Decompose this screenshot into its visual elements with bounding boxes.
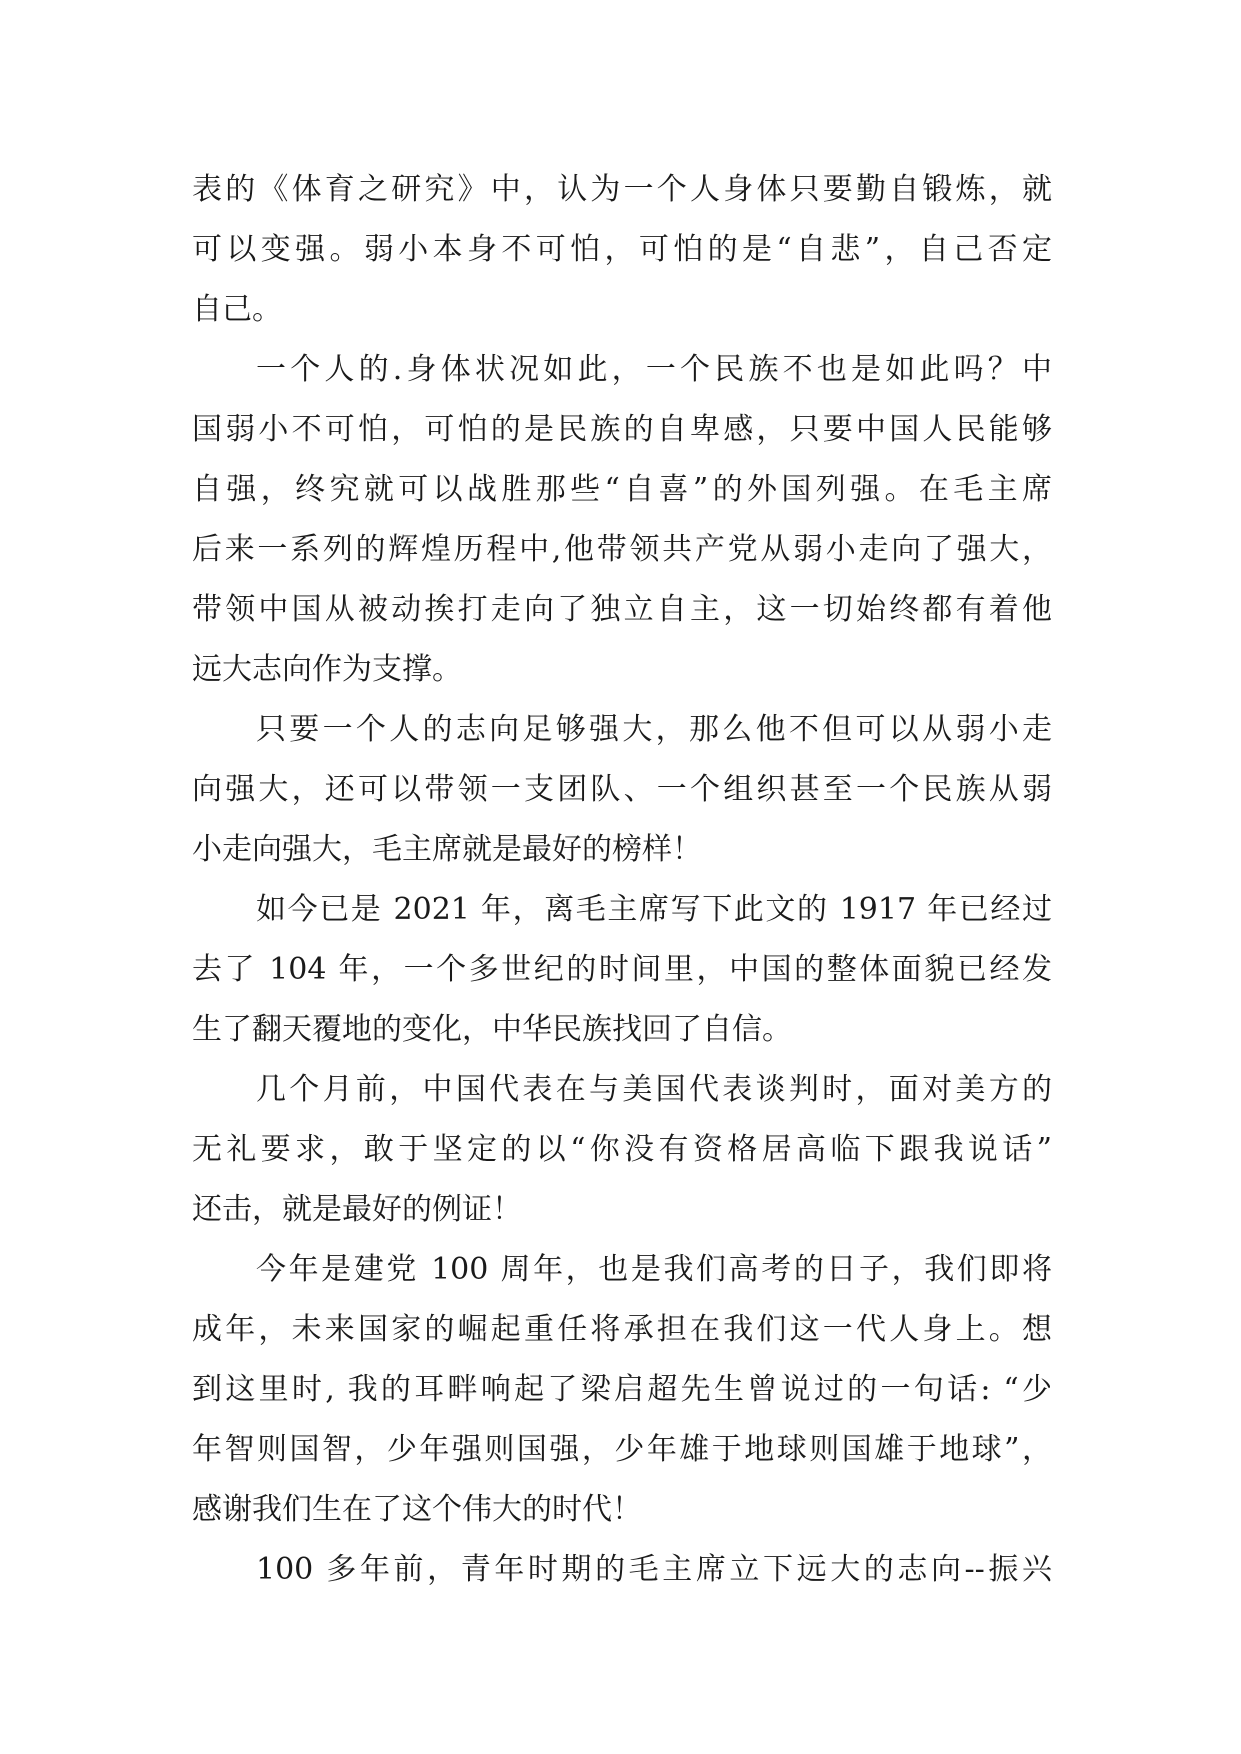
text-line: 100 多年前，青年时期的毛主席立下远大的志向--振兴 xyxy=(256,1552,1052,1587)
text-line: 可以变强。弱小本身不可怕，可怕的是“自悲”，自己否定 xyxy=(192,232,1052,267)
paragraph xyxy=(192,160,1052,340)
text-line: 今年是建党 100 周年，也是我们高考的日子，我们即将 xyxy=(256,1252,1052,1287)
text-line: 无礼要求，敢于坚定的以“你没有资格居高临下跟我说话” xyxy=(192,1132,1052,1167)
text-line: 自己。 xyxy=(192,292,282,327)
text-line: 一个人的.身体状况如此，一个民族不也是如此吗？中 xyxy=(256,352,1052,387)
text-line: 生了翻天覆地的变化，中华民族找回了自信。 xyxy=(192,1012,792,1047)
paragraph xyxy=(192,1240,1052,1540)
text-line: 带领中国从被动挨打走向了独立自主，这一切始终都有着他 xyxy=(192,592,1052,627)
text-line: 向强大，还可以带领一支团队、一个组织甚至一个民族从弱 xyxy=(192,772,1052,807)
text-line: 远大志向作为支撑。 xyxy=(192,652,462,687)
text-line: 去了 104 年，一个多世纪的时间里，中国的整体面貌已经发 xyxy=(192,952,1052,987)
essay-body xyxy=(192,160,1052,1600)
text-line: 到这里时, 我的耳畔响起了梁启超先生曾说过的一句话: “少 xyxy=(192,1372,1052,1407)
text-line: 年智则国智，少年强则国强，少年雄于地球则国雄于地球”， xyxy=(192,1432,1052,1467)
text-line: 表的《体育之研究》中，认为一个人身体只要勤自锻炼，就 xyxy=(192,172,1052,207)
paragraph xyxy=(192,880,1052,1060)
text-line: 后来一系列的辉煌历程中,他带领共产党从弱小走向了强大， xyxy=(192,532,1052,567)
paragraph xyxy=(192,1540,1052,1600)
paragraph xyxy=(192,700,1052,880)
text-line: 只要一个人的志向足够强大，那么他不但可以从弱小走 xyxy=(256,712,1052,747)
text-line: 还击，就是最好的例证！ xyxy=(192,1192,522,1227)
text-line: 自强，终究就可以战胜那些“自喜”的外国列强。在毛主席 xyxy=(192,472,1052,507)
paragraph xyxy=(192,1060,1052,1240)
text-line: 国弱小不可怕，可怕的是民族的自卑感，只要中国人民能够 xyxy=(192,412,1052,447)
text-line: 几个月前，中国代表在与美国代表谈判时，面对美方的 xyxy=(256,1072,1052,1107)
text-line: 成年，未来国家的崛起重任将承担在我们这一代人身上。想 xyxy=(192,1312,1052,1347)
text-line: 感谢我们生在了这个伟大的时代！ xyxy=(192,1492,642,1527)
text-line: 如今已是 2021 年，离毛主席写下此文的 1917 年已经过 xyxy=(256,892,1052,927)
text-line: 小走向强大，毛主席就是最好的榜样！ xyxy=(192,832,702,867)
paragraph xyxy=(192,340,1052,700)
